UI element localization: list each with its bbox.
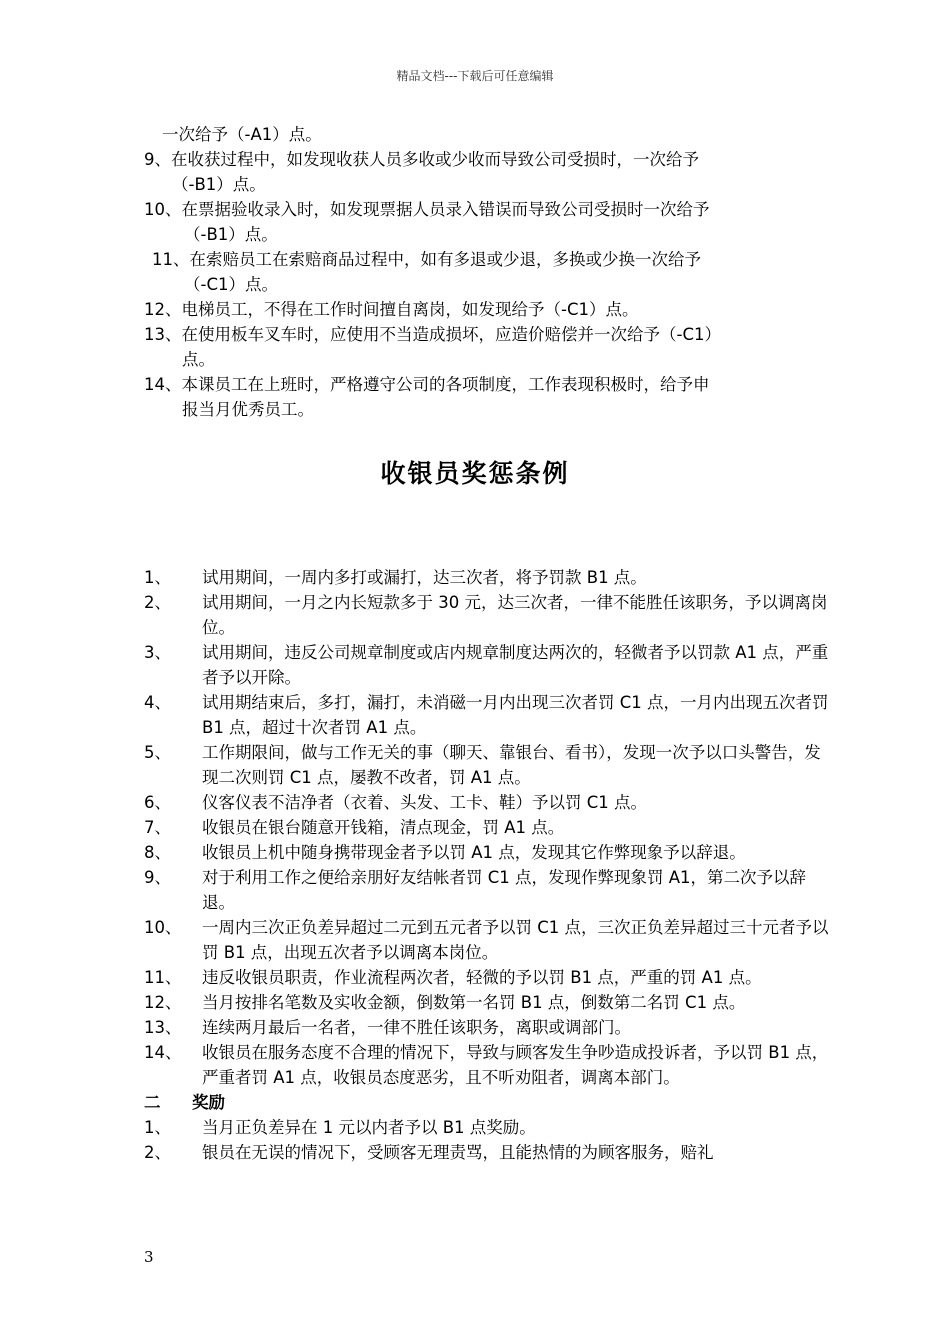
- rule-line: 10、在票据验收录入时，如发现票据人员录入错误而导致公司受损时一次给予: [144, 200, 710, 219]
- section-label: 奖励: [192, 1093, 225, 1112]
- rule-number: 5、: [144, 743, 171, 762]
- rule-number: 14、: [144, 1043, 182, 1062]
- rule-number: 12、: [144, 993, 182, 1012]
- rule-item: [144, 840, 834, 865]
- rule-item: [144, 1015, 834, 1040]
- rule-text: 当月按排名笔数及实收金额，倒数第一名罚 B1 点，倒数第二名罚 C1 点。: [202, 993, 746, 1012]
- rule-number: 13、: [144, 1018, 182, 1037]
- rule-line: 9、在收获过程中，如发现收获人员多收或少收而导致公司受损时，一次给予: [144, 150, 699, 169]
- rule-line: 12、电梯员工，不得在工作时间擅自离岗，如发现给予（-C1）点。: [144, 300, 639, 319]
- rule-number: 1、: [144, 568, 171, 587]
- rule-number: 2、: [144, 1143, 171, 1162]
- rule-text: 收银员在服务态度不合理的情况下，导致与顾客发生争吵造成投诉者，予以罚 B1 点，严重者罚 A1 点，收银员态度恶劣，且不听劝阻者，调离本部门。: [202, 1043, 829, 1087]
- rule-text: 试用期结束后，多打，漏打，未消磁一月内出现三次者罚 C1 点，一月内出现五次者罚 B1 点，超过十次者罚 A1 点。: [202, 693, 829, 737]
- rule-text: 当月正负差异在 1 元以内者予以 B1 点奖励。: [202, 1118, 536, 1137]
- section-heading-rewards: [144, 1090, 834, 1115]
- rule-text: 违反收银员职责，作业流程两次者，轻微的予以罚 B1 点，严重的罚 A1 点。: [202, 968, 762, 987]
- rule-item: [144, 565, 834, 590]
- upper-rules-list: [144, 122, 824, 422]
- rule-line: 11、在索赔员工在索赔商品过程中，如有多退或少退，多换或少换一次给予: [152, 250, 701, 269]
- rule-text: 试用期间，一月之内长短款多于 30 元，达三次者，一律不能胜任该职务，予以调离岗位。: [202, 593, 828, 637]
- rule-item: [144, 640, 834, 690]
- rule-text: 收银员在银台随意开钱箱，清点现金，罚 A1 点。: [202, 818, 565, 837]
- rule-text: 试用期间，一周内多打或漏打，达三次者，将予罚款 B1 点。: [202, 568, 647, 587]
- rule-line: （-C1）点。: [184, 275, 278, 294]
- rule-number: 1、: [144, 1118, 171, 1137]
- rule-item: [144, 1115, 834, 1140]
- rule-line: 报当月优秀员工。: [182, 400, 314, 419]
- rule-text: 对于利用工作之便给亲朋好友结帐者罚 C1 点，发现作弊现象罚 A1，第二次予以辞退。: [202, 868, 807, 912]
- page-number: 3: [144, 1248, 154, 1266]
- rule-text: 一周内三次正负差异超过二元到五元者予以罚 C1 点，三次正负差异超过三十元者予以罚 B1 点，出现五次者予以调离本岗位。: [202, 918, 829, 962]
- rule-item: [144, 990, 834, 1015]
- rule-line: （-B1）点。: [184, 225, 278, 244]
- rule-item: [144, 815, 834, 840]
- rule-number: 11、: [144, 968, 182, 987]
- rule-item: [144, 790, 834, 815]
- rule-number: 7、: [144, 818, 171, 837]
- rule-line: 一次给予（-A1）点。: [162, 125, 322, 144]
- rule-item: [144, 1140, 834, 1165]
- rule-text: 工作期限间，做与工作无关的事（聊天、靠银台、看书），发现一次予以口头警告，发现二次则罚 C1 点，屡教不改者，罚 A1 点。: [202, 743, 821, 787]
- rule-item: [144, 1040, 834, 1090]
- rule-line: （-B1）点。: [172, 175, 266, 194]
- rule-number: 2、: [144, 593, 171, 612]
- rule-text: 仪客仪表不洁净者（衣着、头发、工卡、鞋）予以罚 C1 点。: [202, 793, 648, 812]
- rule-text: 连续两月最后一名者，一律不胜任该职务，离职或调部门。: [202, 1018, 631, 1037]
- rule-item: [144, 965, 834, 990]
- rule-item: [144, 865, 834, 915]
- rule-item: [144, 590, 834, 640]
- rule-number: 4、: [144, 693, 171, 712]
- penalty-rules-list: [144, 565, 834, 1165]
- rule-number: 10、: [144, 918, 182, 937]
- rule-item: [144, 740, 834, 790]
- page-header: 精品文档---下载后可任意编辑: [396, 69, 554, 83]
- rule-text: 收银员上机中随身携带现金者予以罚 A1 点，发现其它作弊现象予以辞退。: [202, 843, 746, 862]
- rule-text: 银员在无误的情况下，受顾客无理责骂，且能热情的为顾客服务，赔礼: [202, 1143, 714, 1162]
- document-title: 收银员奖惩条例: [380, 459, 570, 488]
- section-number: 二: [144, 1093, 161, 1112]
- rule-line: 13、在使用板车叉车时，应使用不当造成损坏，应造价赔偿并一次给予（-C1）: [144, 325, 721, 344]
- rule-item: [144, 915, 834, 965]
- rule-text: 试用期间，违反公司规章制度或店内规章制度达两次的，轻微者予以罚款 A1 点，严重者予以开除。: [202, 643, 829, 687]
- rule-number: 9、: [144, 868, 171, 887]
- rule-item: [144, 690, 834, 740]
- rule-line: 点。: [182, 350, 215, 369]
- rule-number: 8、: [144, 843, 171, 862]
- rule-number: 3、: [144, 643, 171, 662]
- rule-line: 14、本课员工在上班时，严格遵守公司的各项制度，工作表现积极时，给予申: [144, 375, 710, 394]
- rule-number: 6、: [144, 793, 171, 812]
